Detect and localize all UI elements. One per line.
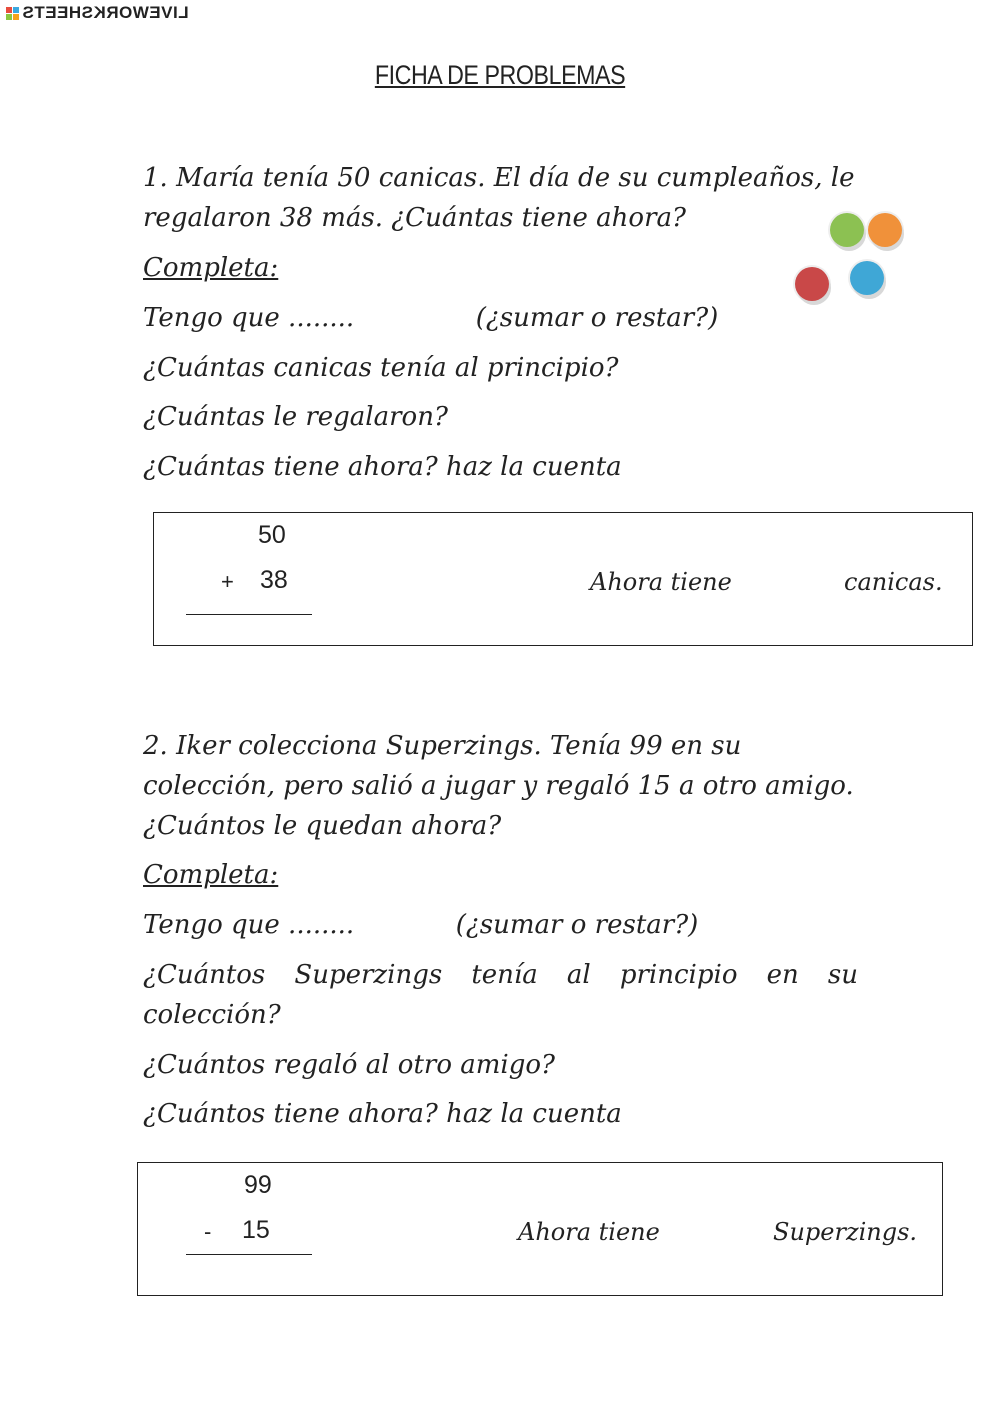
problem1-completa-label: Completa: — [143, 253, 279, 283]
problem2-answer-prefix: Ahora tiene — [518, 1218, 660, 1246]
problem2-statement: 2. Iker colecciona Superzings. Tenía 99 en su colección, pero salió a jugar y regaló 15 a otro amigo. ¿Cuántos le quedan ahora? — [143, 731, 854, 841]
problem2-operand-bottom: 15 — [242, 1216, 270, 1244]
problem2-question-1: ¿Cuántos Superzings tenía al principio en su colección? — [143, 960, 858, 1030]
problem2-tengo-que-text: Tengo que ........ — [143, 910, 355, 940]
problem2-tengo-que — [143, 905, 698, 945]
problem2-operator: - — [204, 1219, 212, 1244]
problem2-question-3: ¿Cuántos tiene ahora? haz la cuenta — [143, 1099, 622, 1129]
problem1-hint: (¿sumar o restar?) — [475, 303, 719, 333]
logo-icon — [6, 7, 19, 20]
problem2-operand-top: 99 — [244, 1171, 272, 1199]
problem2-completa-label: Completa: — [143, 860, 279, 890]
problem1-operand-top: 50 — [258, 521, 286, 549]
marbles-icon — [790, 205, 910, 315]
problem1-question-3: ¿Cuántas tiene ahora? haz la cuenta — [143, 452, 622, 482]
problem1-tengo-que — [143, 298, 718, 338]
problem2-hint: (¿sumar o restar?) — [455, 910, 699, 940]
problem1-sum-line — [186, 614, 312, 615]
problem1-answer-box — [153, 512, 973, 646]
problem1-operand-bottom: 38 — [260, 566, 288, 594]
problem1-answer-suffix: canicas. — [844, 568, 943, 596]
problem2-answer-suffix: Superzings. — [773, 1218, 918, 1246]
page-title: FICHA DE PROBLEMAS — [374, 60, 626, 90]
problem1-operator: + — [221, 569, 234, 594]
logo-text: LIVEWORKSHEETS — [22, 3, 189, 22]
problem1-tengo-que-text: Tengo que ........ — [143, 303, 355, 333]
problem1-question-1: ¿Cuántas canicas tenía al principio? — [143, 353, 619, 383]
problem2-question-2: ¿Cuántos regaló al otro amigo? — [143, 1050, 555, 1080]
problem1-question-2: ¿Cuántas le regalaron? — [143, 402, 448, 432]
problem2-difference-line — [186, 1254, 312, 1255]
problem1-answer-prefix: Ahora tiene — [590, 568, 732, 596]
liveworksheets-logo — [6, 4, 189, 22]
problem2-answer-box — [137, 1162, 943, 1296]
problem1-statement: 1. María tenía 50 canicas. El día de su cumpleaños, le regalaron 38 más. ¿Cuántas tiene ahora? — [143, 163, 855, 233]
